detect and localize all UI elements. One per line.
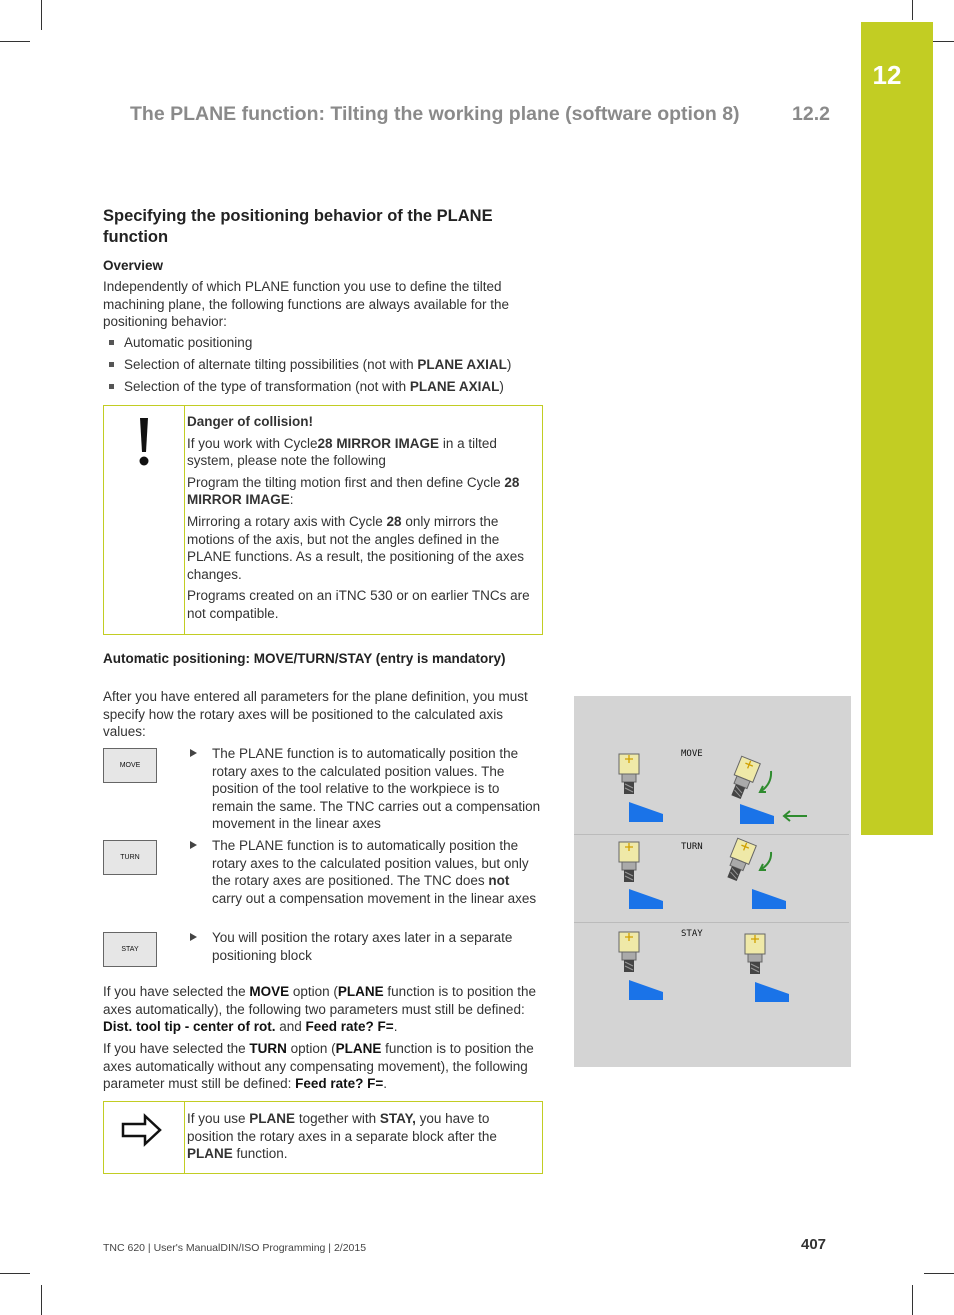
chapter-tab bbox=[861, 22, 933, 835]
positioning-illustration bbox=[574, 696, 851, 1067]
turn-softkey[interactable]: TURN bbox=[103, 840, 157, 875]
arrow-right-icon bbox=[121, 1113, 163, 1147]
tip-note-box: If you use PLANE together with STAY, you have to position the rotary axes in a separate block after the PLANE function. bbox=[103, 1101, 543, 1174]
workpiece-shape bbox=[629, 980, 663, 1000]
crop-mark bbox=[930, 41, 954, 42]
section-heading: Specifying the positioning behavior of the PLANE function bbox=[103, 207, 493, 246]
auto-positioning-intro: After you have entered all parameters for the plane definition, you must specify how the rotary axes will be positioned to the calculated axis values: bbox=[103, 689, 528, 740]
workpiece-shape bbox=[755, 982, 789, 1002]
footer-text: TNC 620 | User's ManualDIN/ISO Programming | 2/2015 bbox=[103, 1242, 367, 1254]
workpiece-shape bbox=[740, 804, 774, 824]
tool-icon bbox=[727, 756, 761, 801]
tool-icon bbox=[745, 934, 765, 974]
crop-mark bbox=[0, 41, 30, 42]
danger-note-box bbox=[103, 405, 543, 635]
overview-heading: Overview bbox=[103, 258, 164, 273]
crop-mark bbox=[912, 0, 913, 20]
tool-icon bbox=[619, 932, 639, 972]
running-header-section: 12.2 bbox=[792, 103, 830, 125]
triangle-right-icon bbox=[190, 841, 197, 849]
turn-parameters-para: If you have selected the TURN option (PLANE function is to position the axes automatically without any compensating movement), the following parameter must still be defined: Feed rate? F=. bbox=[103, 1041, 534, 1092]
bullet-square-icon bbox=[109, 340, 114, 345]
illustration-drawing bbox=[574, 696, 851, 1067]
triangle-right-icon bbox=[190, 933, 197, 941]
overview-intro: Independently of which PLANE function you use to define the tilted machining plane, the following functions are always available for the positioning behavior: bbox=[103, 279, 509, 330]
crop-mark bbox=[41, 1285, 42, 1315]
bullet-square-icon bbox=[109, 384, 114, 389]
workpiece-shape bbox=[752, 889, 786, 909]
danger-para-4: Programs created on an iTNC 530 or on earlier TNCs are not compatible. bbox=[187, 588, 530, 621]
running-header-title: The PLANE function: Tilting the working plane (software option 8) bbox=[130, 103, 740, 125]
workpiece-shape bbox=[629, 802, 663, 822]
move-label: MOVE bbox=[681, 749, 703, 759]
stay-softkey[interactable]: STAY bbox=[103, 932, 157, 967]
crop-mark bbox=[41, 0, 42, 30]
move-parameters-para: If you have selected the MOVE option (PLANE function is to position the axes automatically), the following two parameters must still be defined: Dist. tool tip - center of rot. and Feed rate? F=. bbox=[103, 984, 537, 1035]
tool-icon bbox=[619, 754, 639, 794]
bullet-square-icon bbox=[109, 362, 114, 367]
compensation-arrow-icon bbox=[784, 811, 807, 821]
danger-title: Danger of collision! bbox=[187, 414, 314, 429]
exclamation-icon bbox=[134, 416, 154, 466]
move-softkey[interactable]: MOVE bbox=[103, 748, 157, 783]
tool-icon bbox=[723, 838, 757, 883]
turn-label: TURN bbox=[681, 842, 703, 852]
workpiece-shape bbox=[629, 889, 663, 909]
crop-mark bbox=[924, 1273, 954, 1274]
danger-para-2: Program the tilting motion first and then define Cycle 28 MIRROR IMAGE: bbox=[187, 474, 520, 508]
chapter-number: 12 bbox=[872, 60, 902, 90]
stay-label: STAY bbox=[681, 929, 703, 939]
crop-mark bbox=[912, 1285, 913, 1315]
page-number: 407 bbox=[801, 1236, 827, 1253]
danger-para-1: If you work with Cycle28 MIRROR IMAGE in a tilted system, please note the following bbox=[187, 435, 497, 469]
crop-mark bbox=[0, 1273, 30, 1274]
danger-para-3: Mirroring a rotary axis with Cycle 28 only mirrors the motions of the axis, but not the angles defined in the PLANE functions. As a result, the positioning of the axes changes. bbox=[187, 513, 524, 582]
triangle-right-icon bbox=[190, 749, 197, 757]
tool-icon bbox=[619, 842, 639, 882]
auto-positioning-heading: Automatic positioning: MOVE/TURN/STAY (entry is mandatory) bbox=[103, 651, 506, 666]
